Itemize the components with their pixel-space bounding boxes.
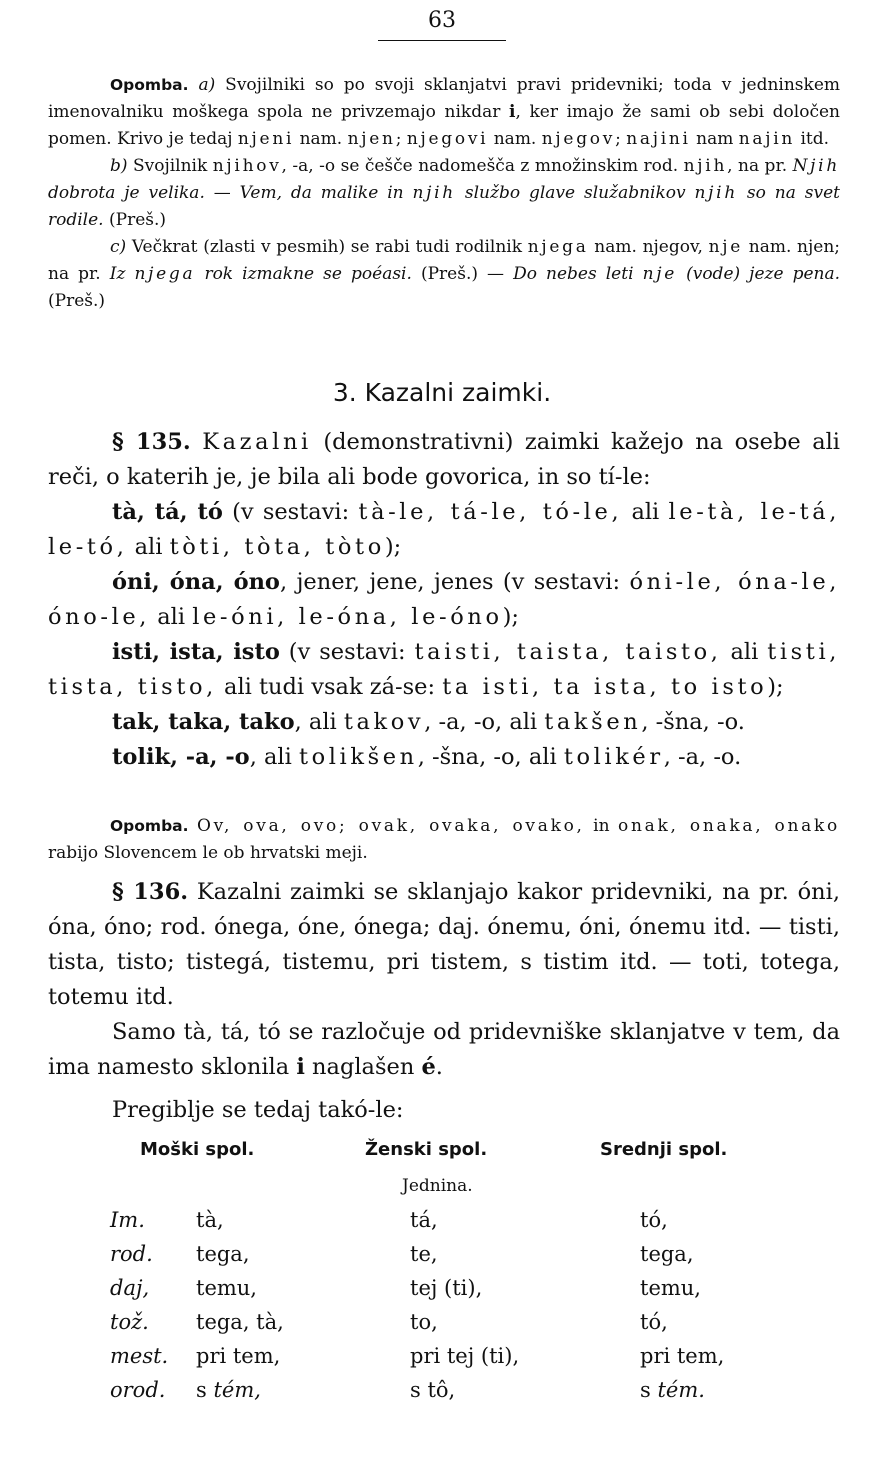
section-135 — [48, 425, 840, 775]
section-136-p2: Samo tà, tá, tó se razločuje od pridevniške sklanjatve v tem, da ima namesto sklonila i naglašen é. — [48, 1019, 840, 1080]
section-135-intro: § 135. Kazalni (demonstrativni) zaimki kažejo na osebe ali reči, o katerih je, je bila ali bode govorica, in so tí-le: — [48, 429, 841, 490]
table-cell-masculine: pri tem, — [196, 1344, 281, 1368]
page-number: 63 — [428, 8, 456, 33]
table-cell-masculine: tega, — [196, 1242, 250, 1266]
section-number: § 136. — [112, 879, 189, 905]
note-label: Opomba. — [110, 817, 189, 835]
table-cell-feminine: tá, — [410, 1208, 438, 1232]
section-136-p3: Pregiblje se tedaj takó-le: — [112, 1097, 404, 1123]
note-b: b) Svojilnik njihov, -a, -o se češče nadomešča z množinskim rod. njih, na pr. Njih dobrota je velika. — Vem, da malike in njih službo glave služabnikov njih so na svet rodile. (Preš.) — [48, 156, 840, 230]
table-cell-neuter: s tém. — [640, 1378, 705, 1402]
table-cell-neuter: pri tem, — [640, 1344, 725, 1368]
table-cell-masculine: tà, — [196, 1208, 224, 1232]
table-cell-neuter: tega, — [640, 1242, 694, 1266]
table-cell-feminine: to, — [410, 1310, 438, 1334]
table-cell-feminine: te, — [410, 1242, 438, 1266]
table-cell-masculine: s tém, — [196, 1378, 261, 1402]
case-label: daj, — [110, 1276, 150, 1300]
note-a: Opomba. a) Svojilniki so po svoji sklanjatvi pravi pridevniki; toda v jedninskem imenovalniku moškega spola ne privzemajo nikdar i, ker imajo že sami ob sebi določen pomen. Krivo je tedaj njeni nam. njen; njegovi nam. njegov; najini nam najin itd. — [48, 75, 840, 149]
note-opomba-svojilniki — [48, 72, 840, 315]
demonstrative-tak: tak, taka, tako, ali takov, -a, -o, ali takšen, -šna, -o. — [112, 709, 745, 735]
case-label: Im. — [110, 1208, 145, 1232]
note-opomba-ov: Opomba. Ov, ova, ovo; ovak, ovaka, ovako, in onak, onaka, onako rabijo Slovencem le ob hrvatski meji. — [48, 816, 841, 863]
table-cell-masculine: temu, — [196, 1276, 257, 1300]
note-c: c) Večkrat (zlasti v pesmih) se rabi tudi rodilnik njega nam. njegov, nje nam. njen; na pr. Iz njega rok izmakne se poéasi. (Preš.) — Do nebes leti nje (vode) jeze pena. (Preš.) — [48, 237, 841, 311]
table-cell-masculine: tega, tà, — [196, 1310, 284, 1334]
table-cell-feminine: tej (ti), — [410, 1276, 483, 1300]
case-label: tož. — [110, 1310, 149, 1334]
table-cell-neuter: tó, — [640, 1310, 668, 1334]
table-cell-feminine: s tô, — [410, 1378, 456, 1402]
table-cell-neuter: tó, — [640, 1208, 668, 1232]
demonstrative-ta: tà, tá, tó (v sestavi: tà-le, tá-le, tó-le, ali le-tà, le-tá, le-tó, ali tòti, tòta, tòto); — [48, 499, 840, 560]
col-header-neuter: Srednji spol. — [600, 1139, 728, 1160]
demonstrative-oni: óni, óna, óno, jener, jene, jenes (v sestavi: óni-le, óna-le, óno-le, ali le-óni, le-óna, le-óno); — [48, 569, 840, 630]
case-label: rod. — [110, 1242, 153, 1266]
section-136-intro: § 136. Kazalni zaimki se sklanjajo kakor pridevniki, na pr. óni, óna, óno; rod. ónega, óne, ónega; daj. ónemu, óni, ónemu itd. — tisti, tista, tisto; tistegá, tistemu, pri tistem, s tistim itd. — toti, totega, totemu itd. — [48, 879, 840, 1010]
section-number: § 135. — [112, 429, 191, 455]
table-cell-feminine: pri tej (ti), — [410, 1344, 520, 1368]
note-label: Opomba. — [110, 76, 189, 94]
col-header-masculine: Moški spol. — [140, 1139, 255, 1160]
header-rule — [378, 40, 506, 41]
case-label: orod. — [110, 1378, 166, 1402]
case-label: mest. — [110, 1344, 169, 1368]
table-cell-neuter: temu, — [640, 1276, 701, 1300]
col-header-feminine: Ženski spol. — [365, 1139, 488, 1160]
section-136 — [48, 875, 840, 1128]
section-heading: 3. Kazalni zaimki. — [332, 378, 552, 407]
demonstrative-isti: isti, ista, isto (v sestavi: taisti, taista, taisto, ali tisti, tista, tisto, ali tudi vsak zá-se: ta isti, ta ista, to isto); — [48, 639, 840, 700]
subheader-singular: Jednina. — [402, 1176, 473, 1196]
demonstrative-tolik: tolik, -a, -o, ali tolikšen, -šna, -o, ali tolikér, -a, -o. — [112, 744, 742, 770]
